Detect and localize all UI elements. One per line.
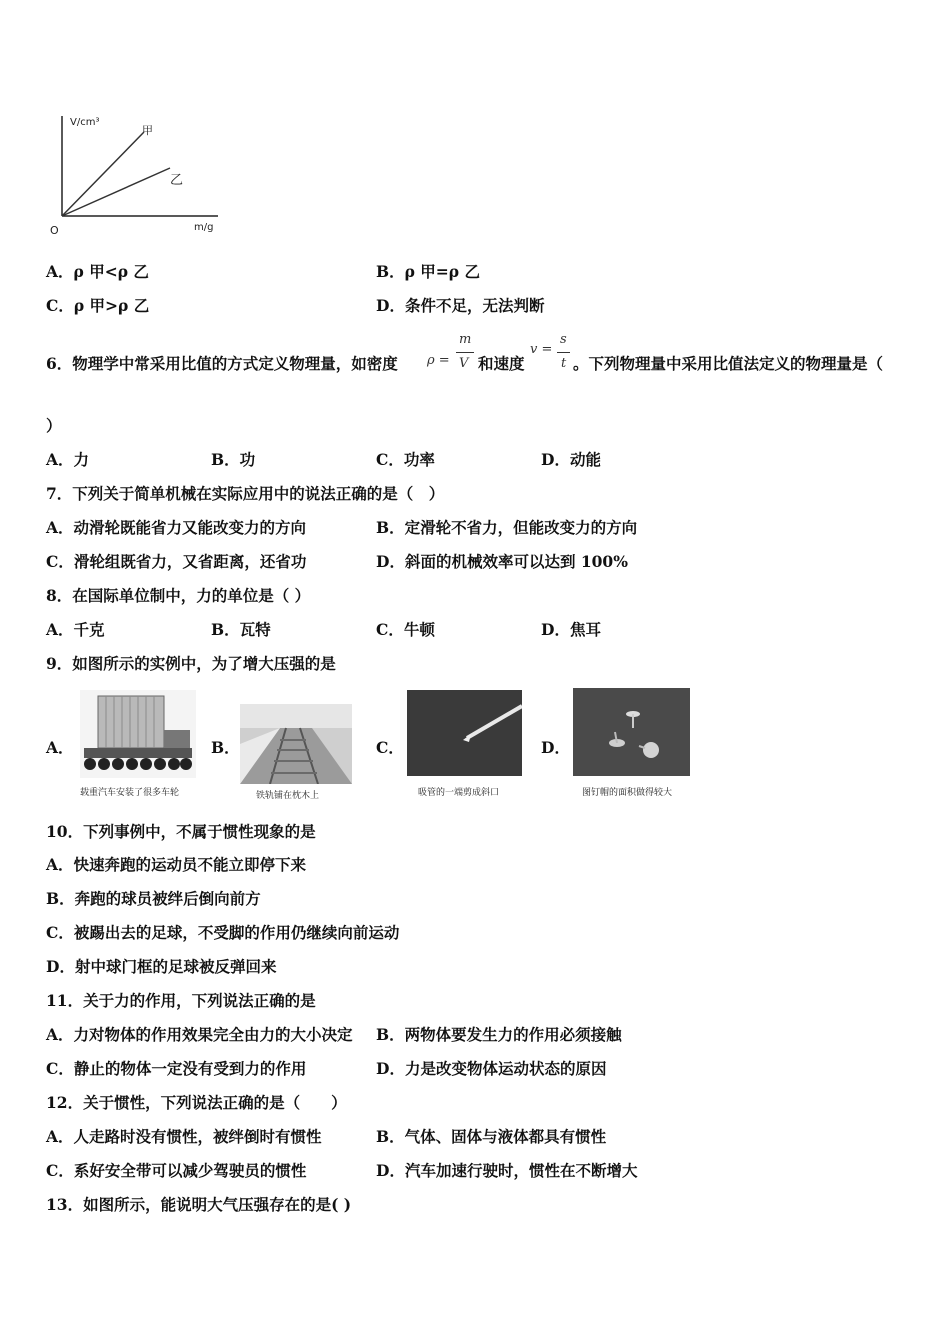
origin-label: O: [50, 224, 59, 237]
density-m: m: [459, 332, 472, 347]
density-V: V: [459, 356, 469, 371]
q11-option-d[interactable]: D．力是改变物体运动状态的原因: [376, 1059, 607, 1078]
speed-s: s: [560, 332, 567, 347]
q12-option-b[interactable]: B．气体、固体与液体都具有惯性: [376, 1127, 607, 1146]
straw-photo[interactable]: [407, 690, 522, 776]
q7-option-d[interactable]: D．斜面的机械效率可以达到 100%: [376, 552, 628, 571]
q5-option-c[interactable]: C．ρ 甲>ρ 乙: [46, 296, 150, 315]
q6-stem-close: ）: [46, 416, 62, 435]
q10-option-b[interactable]: B．奔跑的球员被绊后倒向前方: [46, 889, 261, 908]
q12-option-d[interactable]: D．汽车加速行驶时，惯性在不断增大: [376, 1161, 638, 1180]
q8-option-d[interactable]: D．焦耳: [541, 620, 601, 639]
railway-caption: 铁轨铺在枕木上: [256, 791, 320, 801]
density-rho: ρ =: [427, 353, 450, 368]
q7-option-a[interactable]: A．动滑轮既能省力又能改变力的方向: [46, 518, 307, 537]
q7-option-b[interactable]: B．定滑轮不省力，但能改变力的方向: [376, 518, 638, 537]
q6-stem-part1: 6．物理学中常采用比值的方式定义物理量，如密度: [46, 354, 398, 373]
q9-option-a-label[interactable]: A．: [46, 738, 74, 757]
q6-option-d[interactable]: D．动能: [541, 450, 601, 469]
q10-option-a[interactable]: A．快速奔跑的运动员不能立即停下来: [46, 855, 307, 874]
line-jia-label: 甲: [142, 124, 153, 137]
q5-option-a[interactable]: A．ρ 甲<ρ 乙: [46, 262, 149, 281]
q12-option-c[interactable]: C．系好安全带可以减少驾驶员的惯性: [46, 1161, 307, 1180]
q9-stem: 9．如图所示的实例中，为了增大压强的是: [46, 654, 336, 673]
q13-stem: 13．如图所示，能说明大气压强存在的是( ): [46, 1195, 352, 1214]
q9-option-b-label[interactable]: B．: [211, 738, 240, 757]
q9-option-c-label[interactable]: C．: [376, 738, 404, 757]
volume-mass-graph: [40, 108, 230, 238]
speed-fraction-bar: [557, 352, 570, 353]
line-yi-label: 乙: [170, 173, 184, 188]
q6-option-c[interactable]: C．功率: [376, 450, 435, 469]
thumbtack-photo[interactable]: [573, 688, 690, 776]
density-fraction-bar: [456, 352, 474, 353]
q5-option-b[interactable]: B．ρ 甲=ρ 乙: [376, 262, 480, 281]
speed-v: v =: [530, 342, 553, 357]
q11-option-c[interactable]: C．静止的物体一定没有受到力的作用: [46, 1059, 307, 1078]
q7-stem: 7．下列关于简单机械在实际应用中的说法正确的是（ ）: [46, 484, 445, 503]
q9-option-d-label[interactable]: D．: [541, 738, 570, 757]
q12-stem: 12．关于惯性，下列说法正确的是（ ）: [46, 1093, 347, 1112]
y-axis-label: V/cm³: [70, 117, 100, 128]
q8-option-a[interactable]: A．千克: [46, 620, 105, 639]
speed-t: t: [561, 356, 567, 371]
straw-caption: 吸管的一端剪成斜口: [418, 788, 500, 798]
q6-stem-part2: 和速度: [478, 354, 525, 373]
thumbtack-caption: 图钉帽的面积做得较大: [582, 788, 673, 798]
q11-stem: 11．关于力的作用，下列说法正确的是: [46, 991, 316, 1010]
q12-option-a[interactable]: A．人走路时没有惯性，被绊倒时有惯性: [46, 1127, 322, 1146]
q8-option-c[interactable]: C．牛顿: [376, 620, 435, 639]
q11-option-b[interactable]: B．两物体要发生力的作用必须接触: [376, 1025, 622, 1044]
q10-option-c[interactable]: C．被踢出去的足球，不受脚的作用仍继续向前运动: [46, 923, 400, 942]
q8-stem: 8．在国际单位制中，力的单位是（ ）: [46, 586, 311, 605]
line-jia: [62, 132, 144, 216]
x-axis-label: m/g: [194, 222, 214, 233]
q6-stem-part3: 。下列物理量中采用比值法定义的物理量是（: [573, 354, 884, 373]
q8-option-b[interactable]: B．瓦特: [211, 620, 271, 639]
q11-option-a[interactable]: A．力对物体的作用效果完全由力的大小决定: [46, 1025, 353, 1044]
railway-photo[interactable]: [240, 704, 352, 784]
truck-caption: 载重汽车安装了很多车轮: [80, 788, 180, 798]
q6-option-a[interactable]: A．力: [46, 450, 90, 469]
q5-option-d[interactable]: D．条件不足，无法判断: [376, 296, 545, 315]
truck-photo[interactable]: [80, 690, 196, 778]
q7-option-c[interactable]: C．滑轮组既省力，又省距离，还省功: [46, 552, 307, 571]
q10-option-d[interactable]: D．射中球门框的足球被反弹回来: [46, 957, 277, 976]
q6-option-b[interactable]: B．功: [211, 450, 256, 469]
line-yi: [62, 168, 170, 216]
q10-stem: 10．下列事例中，不属于惯性现象的是: [46, 822, 316, 841]
